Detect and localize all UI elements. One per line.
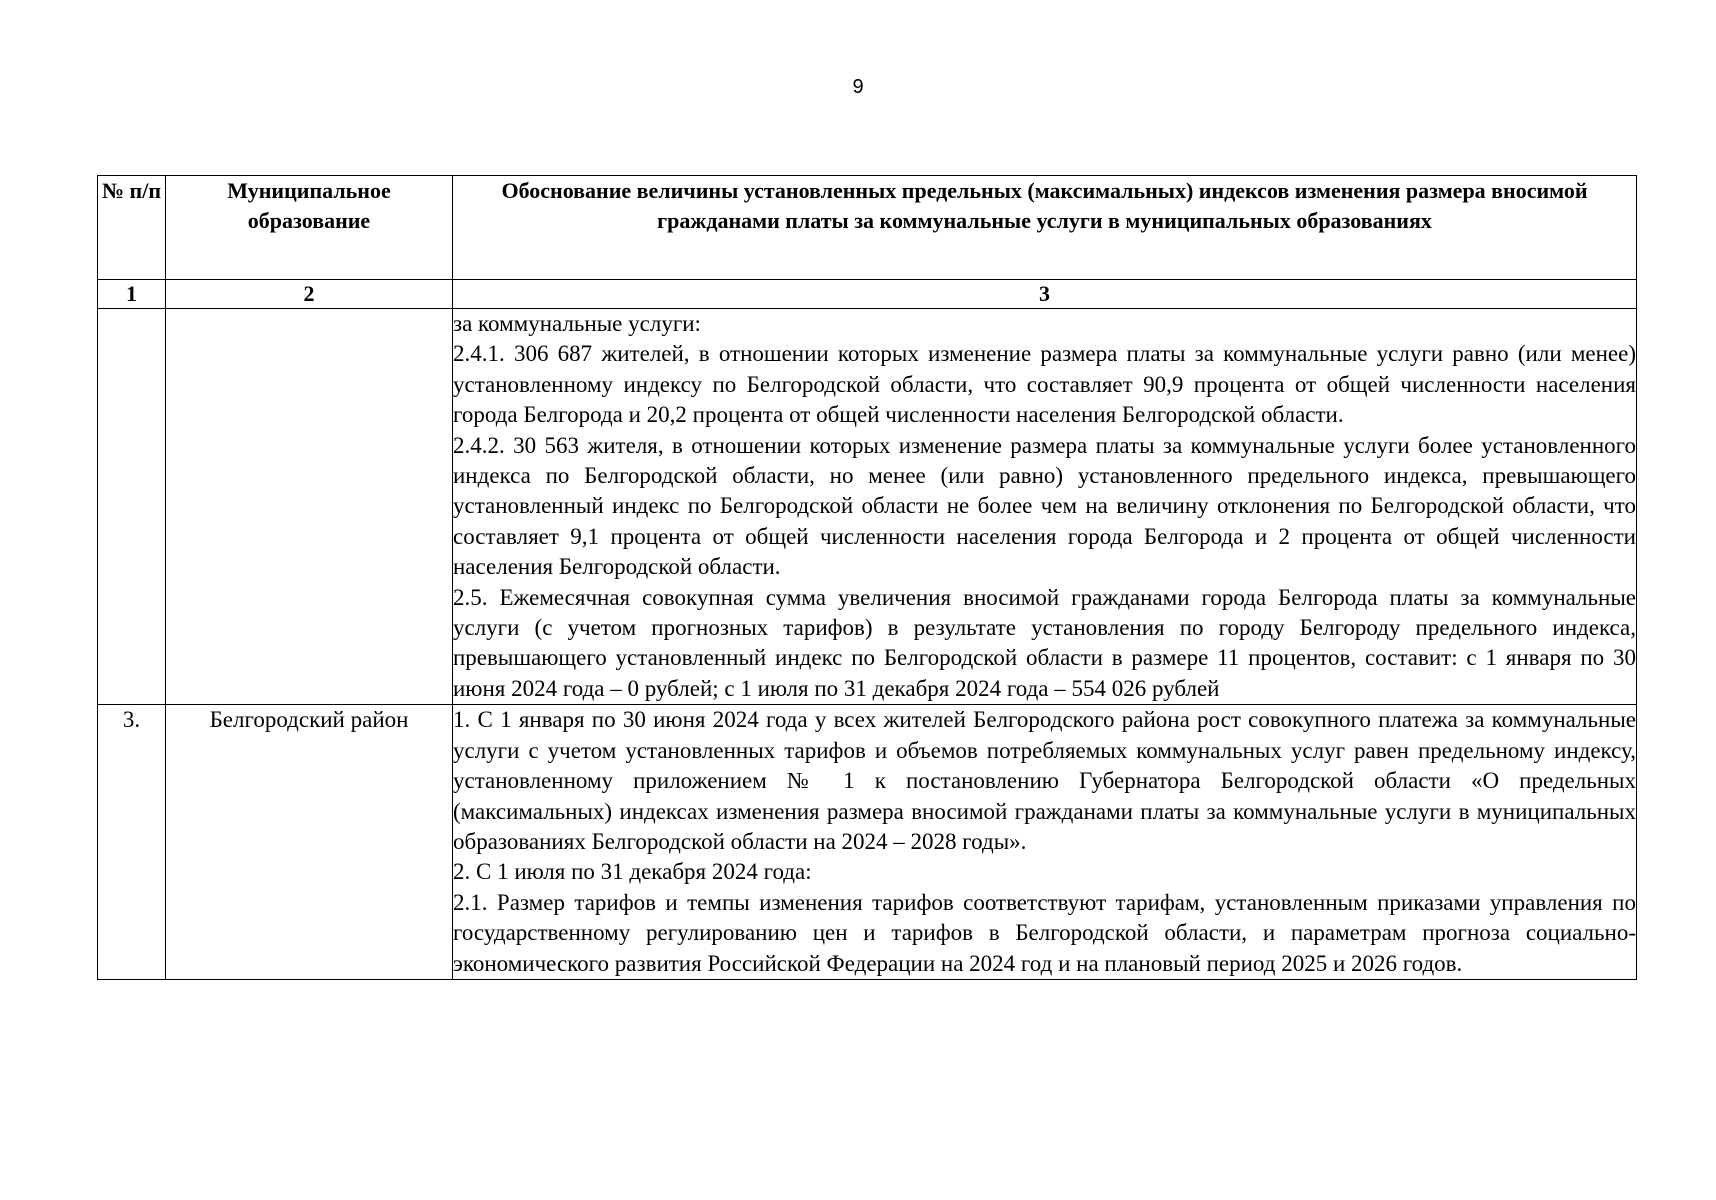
justification-paragraph: 2.4.2. 30 563 жителя, в отношении которых изменение размера платы за коммунальные услуги более установленного индекса по Белгородской области, но менее (или равно) установленного предельного индекса, превышающего установленный индекс по Белгородской области не более чем на величину отклонения по Белгородской области, что составляет 9,1 процента от общей численности населения города Белгорода и 2 процента от общей численности населения Белгородской области. xyxy=(453,432,1636,580)
justification-paragraph: 2. С 1 июля по 31 декабря 2024 года: xyxy=(453,859,812,885)
row-justification xyxy=(453,309,1637,705)
justification-paragraph: 2.1. Размер тарифов и темпы изменения тарифов соответствуют тарифам, установленным приказами управления по государственному регулированию цен и тарифов в Белгородской области, и параметрам прогноза социально-экономического развития Российской Федерации на 2024 год и на плановый период 2025 и 2026 годов. xyxy=(453,889,1636,976)
header-number: № п/п xyxy=(98,176,166,280)
page-number: 9 xyxy=(852,76,864,98)
column-numbers-row xyxy=(98,280,1637,309)
table-header-row xyxy=(98,176,1637,280)
justification-paragraph: 2.4.1. 306 687 жителей, в отношении которых изменение размера платы за коммунальные услуги равно (или менее) установленному индексу по Белгородской области, что составляет 90,9 процента от общей численности населения города Белгорода и 20,2 процента от общей численности населения Белгородской области. xyxy=(453,341,1636,428)
justification-table xyxy=(97,175,1637,980)
header-municipality: Муниципальное образование xyxy=(166,176,453,280)
row-number: 3. xyxy=(98,705,166,980)
row-municipality: Белгородский район xyxy=(166,705,453,980)
column-number-3: 3 xyxy=(453,280,1637,309)
table-row xyxy=(98,705,1637,980)
row-number xyxy=(98,309,166,705)
table-row xyxy=(98,309,1637,705)
justification-paragraph: 1. С 1 января по 30 июня 2024 года у всех жителей Белгородского района рост совокупного платежа за коммунальные услуги с учетом установленных тарифов и объемов потребляемых коммунальных услуг равен предельному индексу, установленному приложением № 1 к постановлению Губернатора Белгородской области «О предельных (максимальных) индексах изменения размера вносимой гражданами платы за коммунальные услуги в муниципальных образованиях Белгородской области на 2024 – 2028 годы». xyxy=(453,707,1636,854)
row-justification xyxy=(453,705,1637,980)
column-number-1: 1 xyxy=(98,280,166,309)
header-justification: Обоснование величины установленных предельных (максимальных) индексов изменения размера вносимой гражданами платы за коммунальные услуги в муниципальных образованиях xyxy=(453,176,1637,280)
row-municipality xyxy=(166,309,453,705)
column-number-2: 2 xyxy=(166,280,453,309)
justification-paragraph: за коммунальные услуги: xyxy=(453,311,701,336)
justification-paragraph: 2.5. Ежемесячная совокупная сумма увеличения вносимой гражданами города Белгорода платы за коммунальные услуги (с учетом прогнозных тарифов) в результате установления по городу Белгороду предельного индекса, превышающего установленный индекс по Белгородской области в размере 11 процентов, составит: с 1 января по 30 июня 2024 года – 0 рублей; с 1 июля по 31 декабря 2024 года – 554 026 рублей xyxy=(453,584,1636,701)
